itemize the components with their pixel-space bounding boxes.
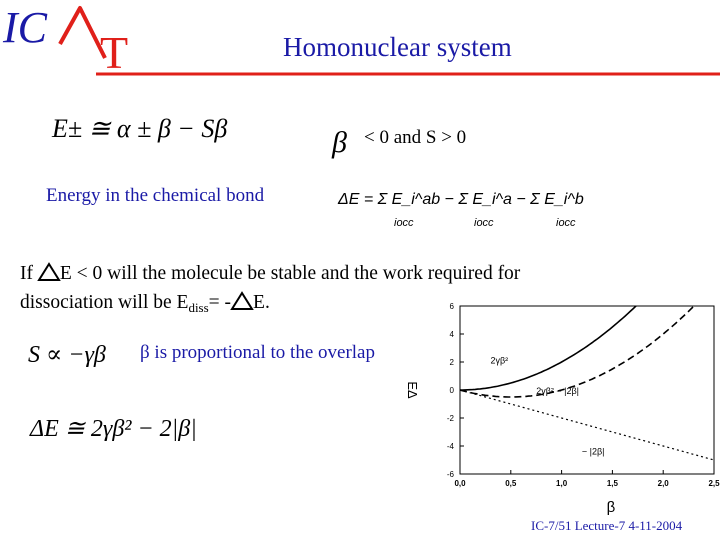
sum-index-3: iocc bbox=[556, 217, 576, 229]
curve-annotation-2: 2γβ² − |2β| bbox=[536, 386, 579, 397]
y-tick-label: -6 bbox=[446, 470, 454, 479]
page-title: Homonuclear system bbox=[283, 32, 512, 62]
sum-index-1: iocc bbox=[394, 217, 414, 229]
y-tick-label: 2 bbox=[449, 358, 454, 367]
delta-triangle-icon bbox=[38, 263, 60, 281]
logo-t: T bbox=[100, 27, 129, 78]
y-tick-label: -4 bbox=[446, 442, 454, 451]
beta-symbol: β bbox=[332, 126, 347, 159]
x-tick-label: 1,0 bbox=[556, 479, 568, 488]
x-tick-label: 2,5 bbox=[708, 479, 720, 488]
y-tick-label: 0 bbox=[449, 386, 454, 395]
para-line1: E < 0 will the molecule be stable and the work required for bbox=[59, 263, 521, 284]
energy-pm-text: E± ≅ α ± β − Sβ bbox=[52, 114, 228, 143]
sum-index-2: iocc bbox=[474, 217, 494, 229]
curve-annotation-1: 2γβ² bbox=[490, 355, 509, 366]
x-axis-label: β bbox=[606, 499, 616, 516]
para-line2: dissociation will be E bbox=[20, 292, 189, 313]
x-tick-label: 2,0 bbox=[657, 479, 669, 488]
series-line-2 bbox=[460, 285, 714, 397]
energy-chart bbox=[398, 282, 718, 514]
delta-e-approx-equation: ΔE ≅ 2γβ² − 2|β| bbox=[30, 416, 197, 442]
y-tick-label: 4 bbox=[449, 330, 454, 339]
y-tick-label: 6 bbox=[449, 302, 454, 311]
chart-series bbox=[460, 215, 714, 460]
y-axis-label: EΔ bbox=[405, 381, 420, 399]
para-eq: = - bbox=[208, 292, 232, 313]
slide-footer: IC-7/51 Lecture-7 4-11-2004 bbox=[531, 518, 683, 533]
energy-pm-equation bbox=[52, 116, 227, 142]
para-e: E. bbox=[253, 292, 270, 313]
bond-energy-label: Energy in the chemical bond bbox=[46, 185, 265, 206]
delta-e-sum-text: ΔE = Σ E_i^ab − Σ E_i^a − Σ E_i^b bbox=[338, 191, 584, 208]
beta-condition: < 0 and S > 0 bbox=[364, 127, 467, 148]
logo-ic: IC bbox=[3, 3, 47, 52]
delta-triangle-icon bbox=[231, 292, 253, 310]
para-diss-sub: diss bbox=[188, 300, 209, 315]
chart-labels bbox=[405, 302, 720, 516]
curve-annotation-3: − |2β| bbox=[581, 446, 605, 457]
para-if: If bbox=[20, 263, 38, 284]
logo-peak-line bbox=[60, 8, 105, 58]
x-tick-label: 0,0 bbox=[454, 479, 466, 488]
y-tick-label: -2 bbox=[446, 414, 454, 423]
delta-e-sum-equation bbox=[334, 176, 624, 232]
x-tick-label: 1,5 bbox=[606, 479, 618, 488]
overlap-relation: S ∝ −γβ bbox=[28, 342, 106, 368]
overlap-text: β is proportional to the overlap bbox=[140, 342, 375, 363]
x-tick-label: 0,5 bbox=[505, 479, 517, 488]
